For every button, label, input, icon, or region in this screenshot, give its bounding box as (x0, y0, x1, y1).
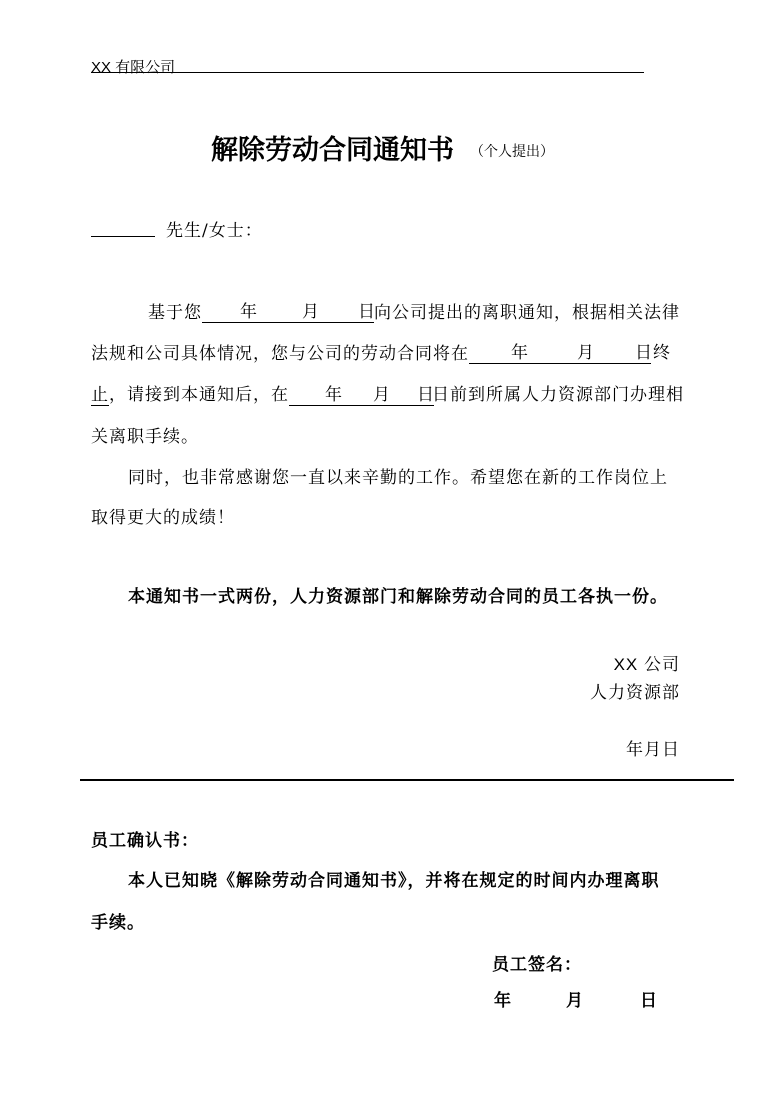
issuer-department: 人力资源部 (590, 683, 680, 703)
company-header: XX 有限公司 (91, 59, 176, 76)
header-rule (91, 72, 644, 73)
year-label: 年 (511, 343, 529, 363)
salutation: 先生/女士： (166, 221, 263, 241)
body-line-1 (148, 298, 680, 323)
confirmation-line-2: 手续。 (91, 913, 145, 933)
body-line-2 (91, 339, 671, 364)
month-label: 月 (302, 302, 320, 322)
year-label: 年 (325, 385, 343, 405)
confirmation-heading: 员工确认书： (91, 831, 199, 851)
signature-month: 月 (566, 991, 584, 1011)
date-blank (289, 387, 434, 406)
day-label: 日 (358, 302, 376, 322)
body-p2-line-2: 取得更大的成绩！ (91, 508, 235, 528)
body-text: 日前到所属人力资源部门办理相 (432, 385, 684, 405)
body-text: ，请接到本通知后，在 (109, 385, 289, 405)
signature-day: 日 (640, 991, 658, 1011)
confirmation-line-1: 本人已知晓《解除劳动合同通知书》，并将在规定的时间内办理离职 (128, 871, 660, 891)
section-divider (80, 779, 734, 781)
body-text: 止 (91, 385, 109, 405)
day-label: 日 (417, 385, 435, 405)
body-line-3 (91, 380, 684, 406)
signature-label: 员工签名： (492, 955, 582, 975)
document-title: 解除劳动合同通知书 (211, 135, 454, 166)
month-label: 月 (577, 343, 595, 363)
year-label: 年 (240, 302, 258, 322)
name-blank (91, 218, 155, 237)
body-p2-line-1: 同时，也非常感谢您一直以来辛勤的工作。希望您在新的工作岗位上 (128, 468, 668, 488)
document-subtitle: （个人提出） (470, 144, 554, 160)
date-blank (202, 304, 374, 323)
body-text: 法规和公司具体情况，您与公司的劳动合同将在 (91, 344, 469, 364)
month-label: 月 (373, 385, 391, 405)
body-text: 向公司提出的离职通知，根据相关法律 (374, 303, 680, 323)
issuer-date: 年月日 (626, 740, 680, 760)
day-label: 日终 (635, 343, 671, 363)
date-blank (469, 343, 671, 364)
copies-note: 本通知书一式两份，人力资源部门和解除劳动合同的员工各执一份。 (128, 587, 668, 607)
body-line-4: 关离职手续。 (91, 427, 199, 447)
issuer-company: XX 公司 (613, 655, 680, 674)
signature-year: 年 (494, 991, 512, 1011)
body-text: 基于您 (148, 303, 202, 323)
